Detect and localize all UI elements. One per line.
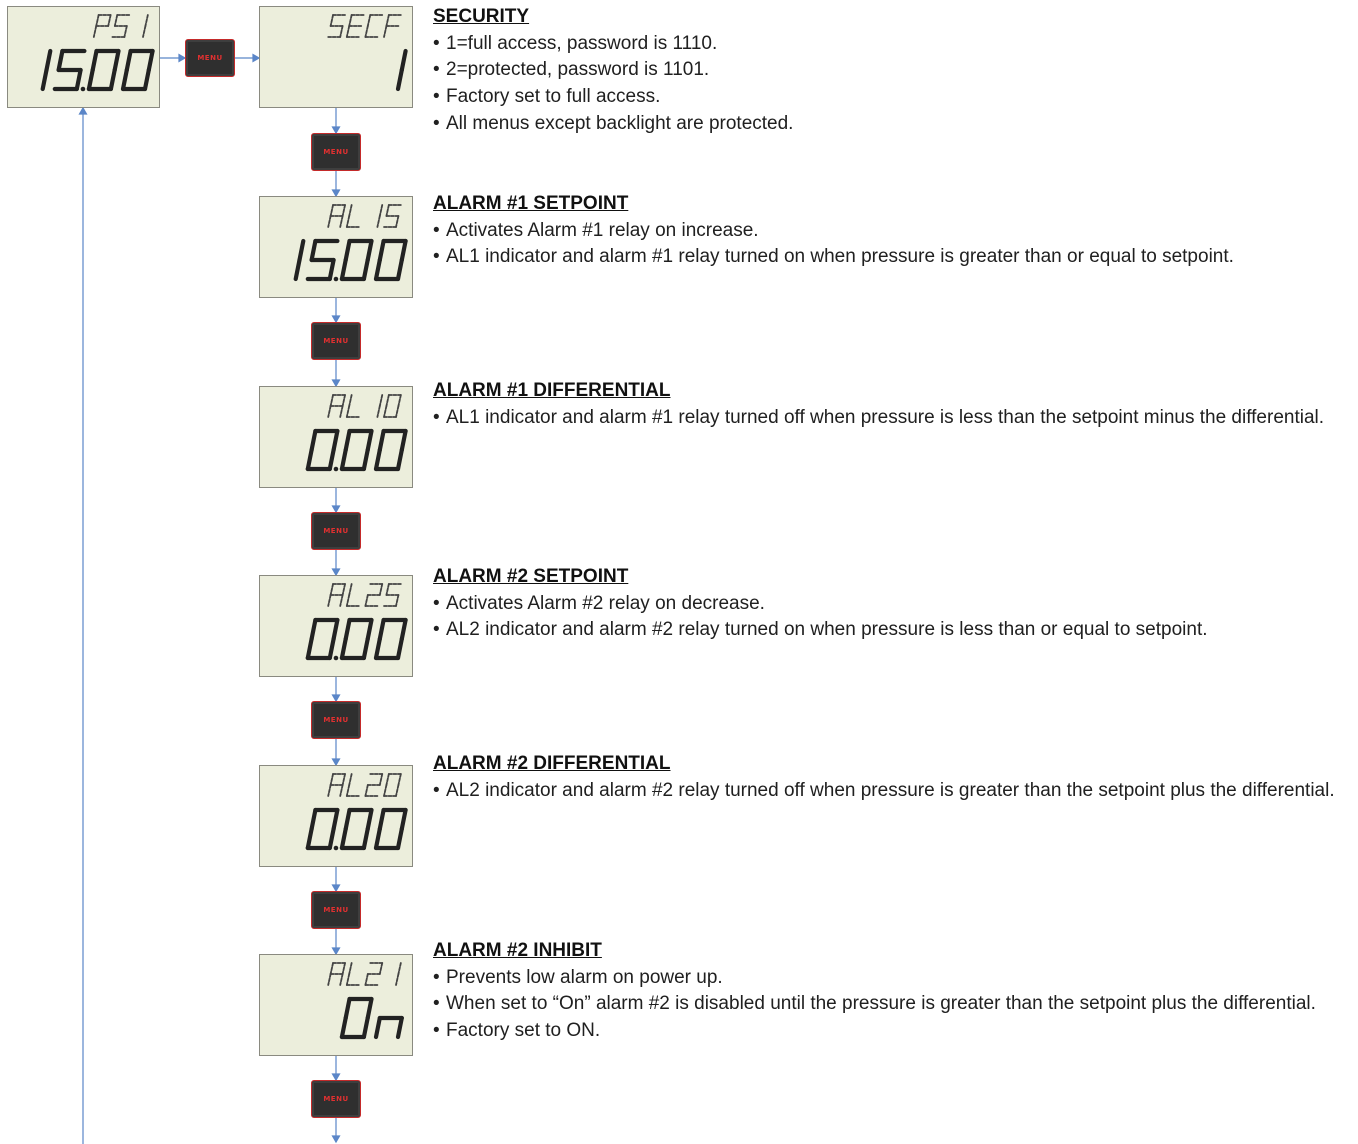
security-display: [259, 6, 413, 108]
bullet-item: • Factory set to ON.: [433, 1018, 1333, 1045]
segment-glyph: [328, 15, 345, 37]
home-display-digits: [8, 7, 159, 107]
segment-glyph: [365, 15, 382, 37]
alarm2-setpoint-display-digits: [260, 576, 412, 676]
segment-glyph: [342, 810, 372, 848]
segment-glyph: [365, 963, 382, 985]
alarm2-setpoint-description: [433, 564, 1348, 644]
bullet-item: • Activates Alarm #1 relay on increase.: [433, 218, 1348, 245]
segment-glyph: [342, 999, 372, 1037]
segment-glyph: [377, 395, 382, 417]
section-title: ALARM #2 SETPOINT: [433, 566, 629, 587]
alarm1-differential-display: [259, 386, 413, 488]
alarm2-inhibit-display-digits: [260, 955, 412, 1055]
home-display: [7, 6, 160, 108]
segment-glyph: [342, 241, 372, 279]
section-title: ALARM #2 INHIBIT: [433, 940, 602, 961]
alarm2-differential-description: [433, 751, 1348, 804]
alarm1-setpoint-display: [259, 196, 413, 298]
section-title: SECURITY: [433, 6, 530, 27]
segment-glyph: [308, 431, 338, 471]
segment-glyph: [347, 205, 359, 227]
segment-glyph: [89, 51, 119, 89]
segment-glyph: [376, 1018, 402, 1037]
menu-button[interactable]: [311, 1080, 361, 1118]
section-title: ALARM #1 DIFFERENTIAL: [433, 380, 671, 401]
bullet-item: • AL1 indicator and alarm #1 relay turned on when pressure is greater than or equal to setpoint.: [433, 244, 1348, 271]
segment-glyph: [55, 51, 85, 91]
segment-glyph: [328, 584, 345, 606]
bullet-item: • AL1 indicator and alarm #1 relay turned off when pressure is less than the setpoint minus the differential.: [433, 405, 1333, 432]
bullet-item: • All menus except backlight are protected.: [433, 111, 1348, 138]
alarm1-setpoint-description: [433, 191, 1348, 271]
segment-glyph: [376, 431, 406, 469]
menu-button-label: MENU: [323, 148, 349, 156]
bullet-item: • Activates Alarm #2 relay on decrease.: [433, 591, 1348, 618]
menu-button[interactable]: [311, 891, 361, 929]
segment-glyph: [384, 584, 401, 606]
section-title: ALARM #1 SETPOINT: [433, 193, 629, 214]
bullet-item: • 1=full access, password is 1110.: [433, 31, 1348, 58]
alarm1-setpoint-display-digits: [260, 197, 412, 297]
menu-button[interactable]: [185, 39, 235, 77]
menu-button[interactable]: [311, 512, 361, 550]
menu-button[interactable]: [311, 701, 361, 739]
menu-button-label: MENU: [197, 54, 223, 62]
segment-glyph: [342, 431, 372, 469]
arrowhead: [80, 108, 87, 114]
segment-glyph: [342, 620, 372, 658]
security-display-digits: [260, 7, 412, 107]
alarm2-differential-display: [259, 765, 413, 867]
segment-glyph: [123, 51, 153, 89]
menu-button-label: MENU: [323, 1095, 349, 1103]
segment-glyph: [308, 241, 338, 281]
alarm2-setpoint-display: [259, 575, 413, 677]
segment-glyph: [308, 810, 338, 850]
bullet-item: • Factory set to full access.: [433, 84, 1348, 111]
segment-glyph: [396, 963, 401, 985]
menu-button[interactable]: [311, 322, 361, 360]
arrowhead: [333, 1136, 340, 1142]
segment-glyph: [384, 205, 401, 227]
alarm2-inhibit-display: [259, 954, 413, 1056]
segment-glyph: [384, 15, 401, 37]
bullet-item: • Prevents low alarm on power up.: [433, 965, 1333, 992]
segment-glyph: [94, 15, 111, 37]
segment-glyph: [365, 774, 382, 796]
alarm1-differential-display-digits: [260, 387, 412, 487]
bullet-item: • AL2 indicator and alarm #2 relay turned on when pressure is less than or equal to setpoint.: [433, 617, 1348, 644]
bullet-item: • AL2 indicator and alarm #2 relay turned off when pressure is greater than the setpoint plus the differential.: [433, 778, 1348, 805]
segment-glyph: [365, 584, 382, 606]
segment-glyph: [347, 15, 364, 37]
segment-glyph: [43, 51, 51, 89]
segment-glyph: [376, 241, 406, 279]
alarm1-differential-description: [433, 378, 1333, 431]
segment-glyph: [384, 774, 401, 796]
segment-glyph: [384, 395, 401, 417]
segment-glyph: [347, 395, 359, 417]
menu-button-label: MENU: [323, 906, 349, 914]
segment-glyph: [376, 620, 406, 658]
segment-glyph: [376, 810, 406, 848]
bullet-item: • 2=protected, password is 1101.: [433, 57, 1348, 84]
menu-button[interactable]: [311, 133, 361, 171]
segment-glyph: [328, 205, 345, 227]
menu-button-label: MENU: [323, 337, 349, 345]
segment-glyph: [328, 963, 345, 985]
menu-button-label: MENU: [323, 716, 349, 724]
segment-glyph: [347, 963, 359, 985]
security-description: [433, 4, 1348, 138]
segment-glyph: [328, 395, 345, 417]
segment-glyph: [377, 205, 382, 227]
alarm2-inhibit-description: [433, 938, 1333, 1045]
segment-glyph: [347, 774, 359, 796]
segment-glyph: [308, 620, 338, 660]
segment-glyph: [112, 15, 129, 37]
menu-button-label: MENU: [323, 527, 349, 535]
segment-glyph: [143, 15, 148, 37]
segment-glyph: [328, 774, 345, 796]
segment-glyph: [398, 51, 406, 89]
section-title: ALARM #2 DIFFERENTIAL: [433, 753, 671, 774]
alarm2-differential-display-digits: [260, 766, 412, 866]
segment-glyph: [347, 584, 359, 606]
segment-glyph: [296, 241, 304, 279]
bullet-item: • When set to “On” alarm #2 is disabled until the pressure is greater than the setpoint plus the differential.: [433, 991, 1333, 1018]
